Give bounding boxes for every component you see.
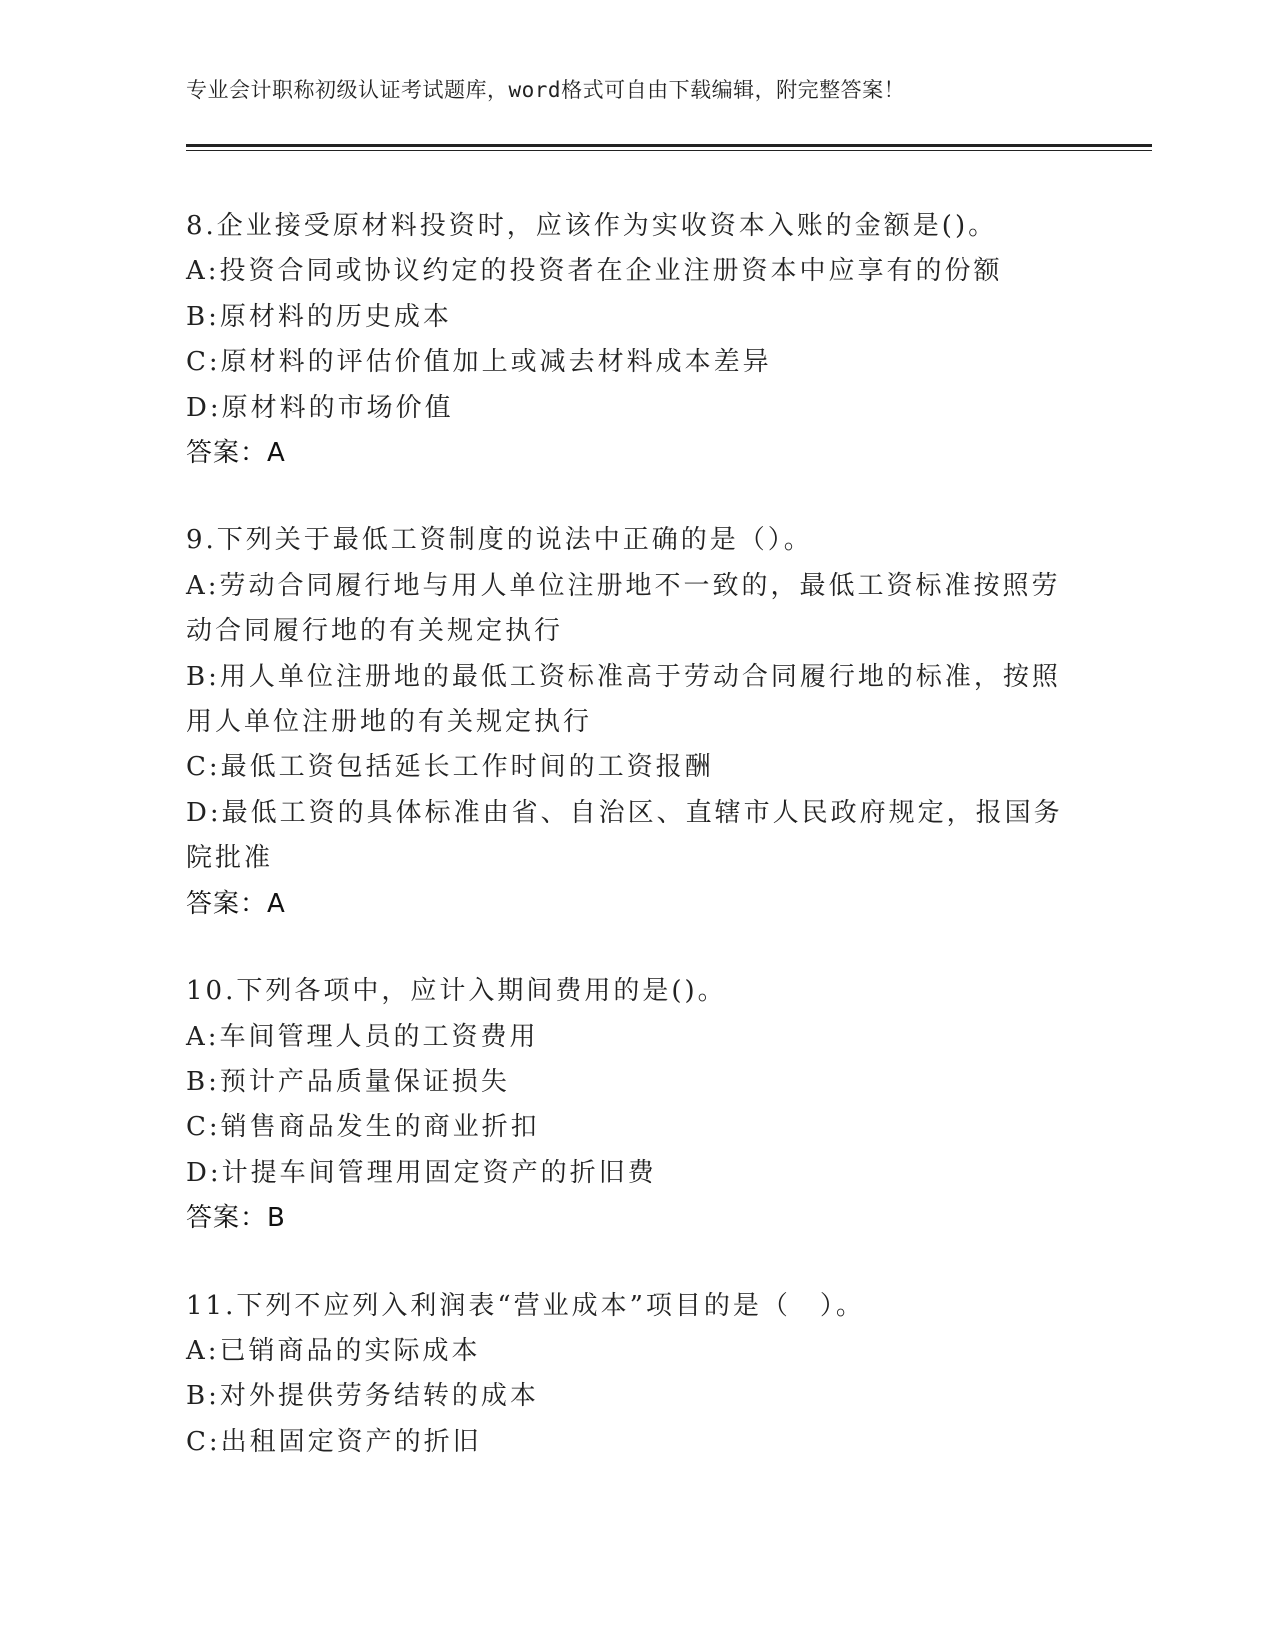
option-d: D:原材料的市场价值 — [186, 392, 454, 423]
question-stem: 8.企业接受原材料投资时，应该作为实收资本入账的金额是()。 — [186, 211, 998, 241]
option-c: C:销售商品发生的商业折扣 — [186, 1112, 540, 1143]
option-c: C:原材料的评估价值加上或减去材料成本差异 — [186, 347, 772, 378]
question-stem: 11.下列不应列入利润表“营业成本”项目的是（ ）。 — [186, 1290, 865, 1321]
answer-label: 答案：A — [186, 888, 286, 919]
option-a: A:车间管理人员的工资费用 — [186, 1021, 539, 1052]
option-a: A:劳动合同履行地与用人单位注册地不一致的，最低工资标准按照劳动合同履行地的有关规定执行 — [186, 570, 1061, 647]
option-a: A:投资合同或协议约定的投资者在企业注册资本中应享有的份额 — [186, 256, 1003, 287]
page-header: 专业会计职称初级认证考试题库，word格式可自由下载编辑，附完整答案！ — [186, 78, 906, 102]
option-c: C:出租固定资产的折旧 — [186, 1426, 482, 1457]
option-b: B:用人单位注册地的最低工资标准高于劳动合同履行地的标准，按照用人单位注册地的有关规定执行 — [186, 661, 1061, 738]
option-b: B:对外提供劳务结转的成本 — [186, 1381, 539, 1412]
option-a: A:已销商品的实际成本 — [186, 1335, 481, 1366]
answer-label: 答案：B — [186, 1203, 286, 1234]
question-9 — [186, 518, 1086, 927]
question-stem: 10.下列各项中，应计入期间费用的是()。 — [186, 976, 727, 1007]
option-b: B:原材料的历史成本 — [186, 301, 452, 332]
question-10 — [186, 969, 1086, 1241]
option-c: C:最低工资包括延长工作时间的工资报酬 — [186, 752, 714, 783]
option-b: B:预计产品质量保证损失 — [186, 1066, 510, 1097]
header-rule-thick — [186, 144, 1152, 147]
question-11 — [186, 1284, 1086, 1466]
option-d: D:最低工资的具体标准由省、自治区、直辖市人民政府规定，报国务院批准 — [186, 797, 1063, 874]
question-list — [186, 204, 1086, 1465]
header-rule-thin — [186, 150, 1152, 151]
question-8 — [186, 204, 1086, 476]
answer-label: 答案：A — [186, 438, 286, 469]
option-d: D:计提车间管理用固定资产的折旧费 — [186, 1157, 657, 1188]
question-stem: 9.下列关于最低工资制度的说法中正确的是（）。 — [186, 525, 813, 556]
